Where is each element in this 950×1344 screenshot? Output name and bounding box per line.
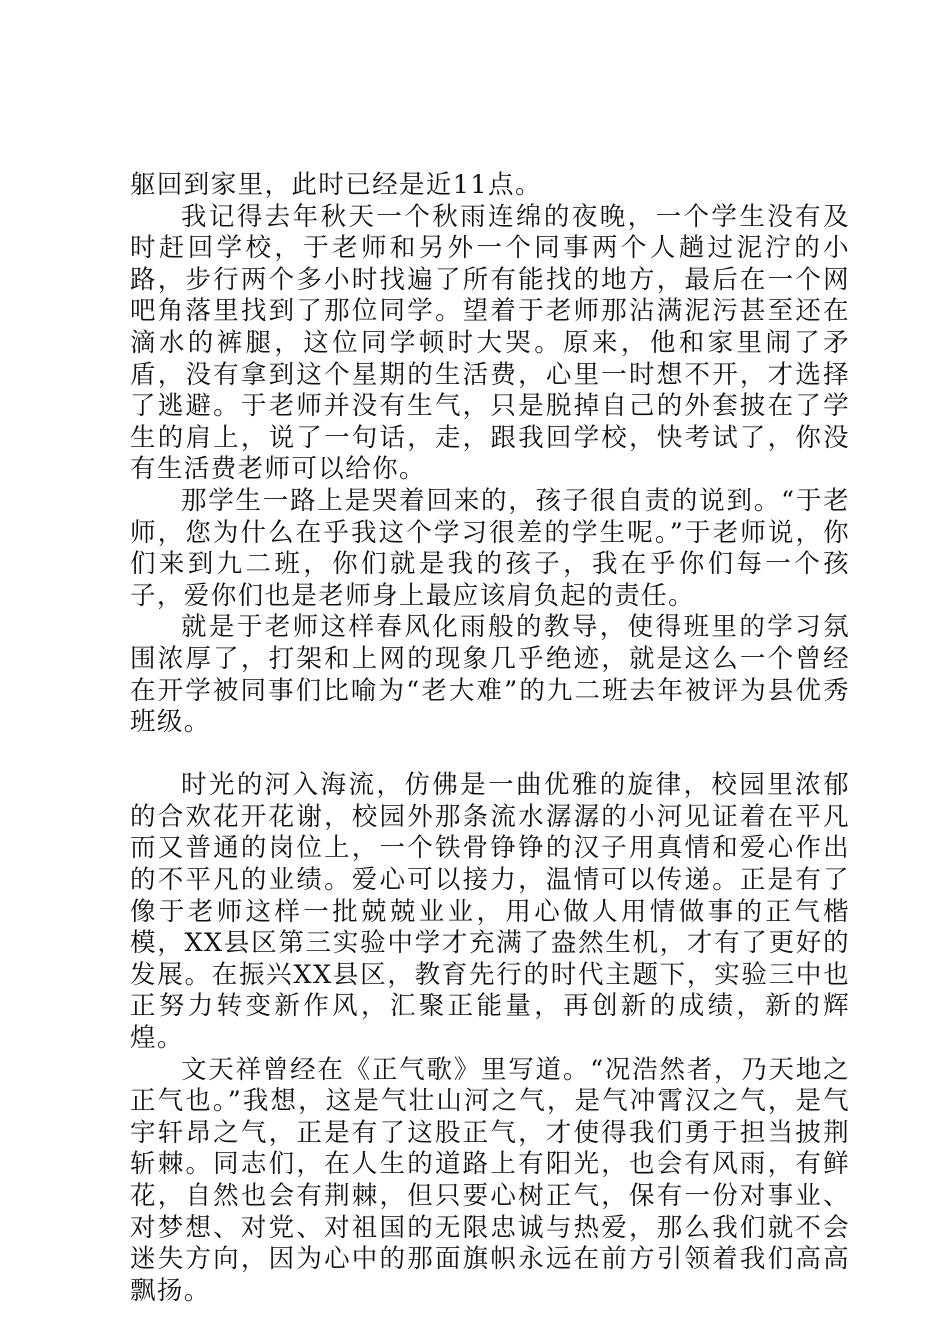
paragraph-student-return: 那学生一路上是哭着回来的，孩子很自责的说到。“于老师，您为什么在乎我这个学习很差的学生呢。”于老师说，你们来到九二班，你们就是我的孩子，我在乎你们每一个孩子，爱你们也是老师身上最应该肩负起的责任。 (130, 485, 850, 611)
paragraph-class-honor: 就是于老师这样春风化雨般的教导，使得班里的学习氛围浓厚了，打架和上网的现象几乎绝迹，就是这么一个曾经在开学被同事们比喻为“老大难”的九二班去年被评为县优秀班级。 (130, 612, 850, 738)
paragraph-continuation: 躯回到家里，此时已经是近11点。 (130, 170, 542, 200)
paragraph-time-river: 时光的河入海流，仿佛是一曲优雅的旋律，校园里浓郁的合欢花开花谢，校园外那条流水潺潺的小河见证着在平凡而又普通的岗位上，一个铁骨铮铮的汉子用真情和爱心作出的不平凡的业绩。爱心可以接力，温情可以传递。正是有了像于老师这样一批兢兢业业，用心做人用情做事的正气楷模，XX县区第三实验中学才充满了盎然生机，才有了更好的发展。在振兴XX县区，教育先行的时代主题下，实验三中也正努力转变新作风，汇聚正能量，再创新的成绩，新的辉煌。 (130, 770, 850, 1054)
document-body (130, 170, 850, 1307)
paragraph-righteous-spirit: 文天祥曾经在《正气歌》里写道。“况浩然者，乃天地之正气也。”我想，这是气壮山河之气，是气冲霄汉之气，是气宇轩昂之气，正是有了这股正气，才使得我们勇于担当披荆斩棘。同志们，在人生的道路上有阳光，也会有风雨，有鲜花，自然也会有荆棘，但只要心树正气，保有一份对事业、对梦想、对党、对祖国的无限忠诚与热爱，那么我们就不会迷失方向，因为心中的那面旗帜永远在前方引领着我们高高飘扬。 (130, 1054, 850, 1306)
paragraph-rainy-night: 我记得去年秋天一个秋雨连绵的夜晚，一个学生没有及时赶回学校，于老师和另外一个同事两个人趟过泥泞的小路，步行两个多小时找遍了所有能找的地方，最后在一个网吧角落里找到了那位同学。望着于老师那沾满泥污甚至还在滴水的裤腿，这位同学顿时大哭。原来，他和家里闹了矛盾，没有拿到这个星期的生活费，心里一时想不开，才选择了逃避。于老师并没有生气，只是脱掉自己的外套披在了学生的肩上，说了一句话，走，跟我回学校，快考试了，你没有生活费老师可以给你。 (130, 201, 850, 485)
paragraph-gap (130, 739, 850, 771)
